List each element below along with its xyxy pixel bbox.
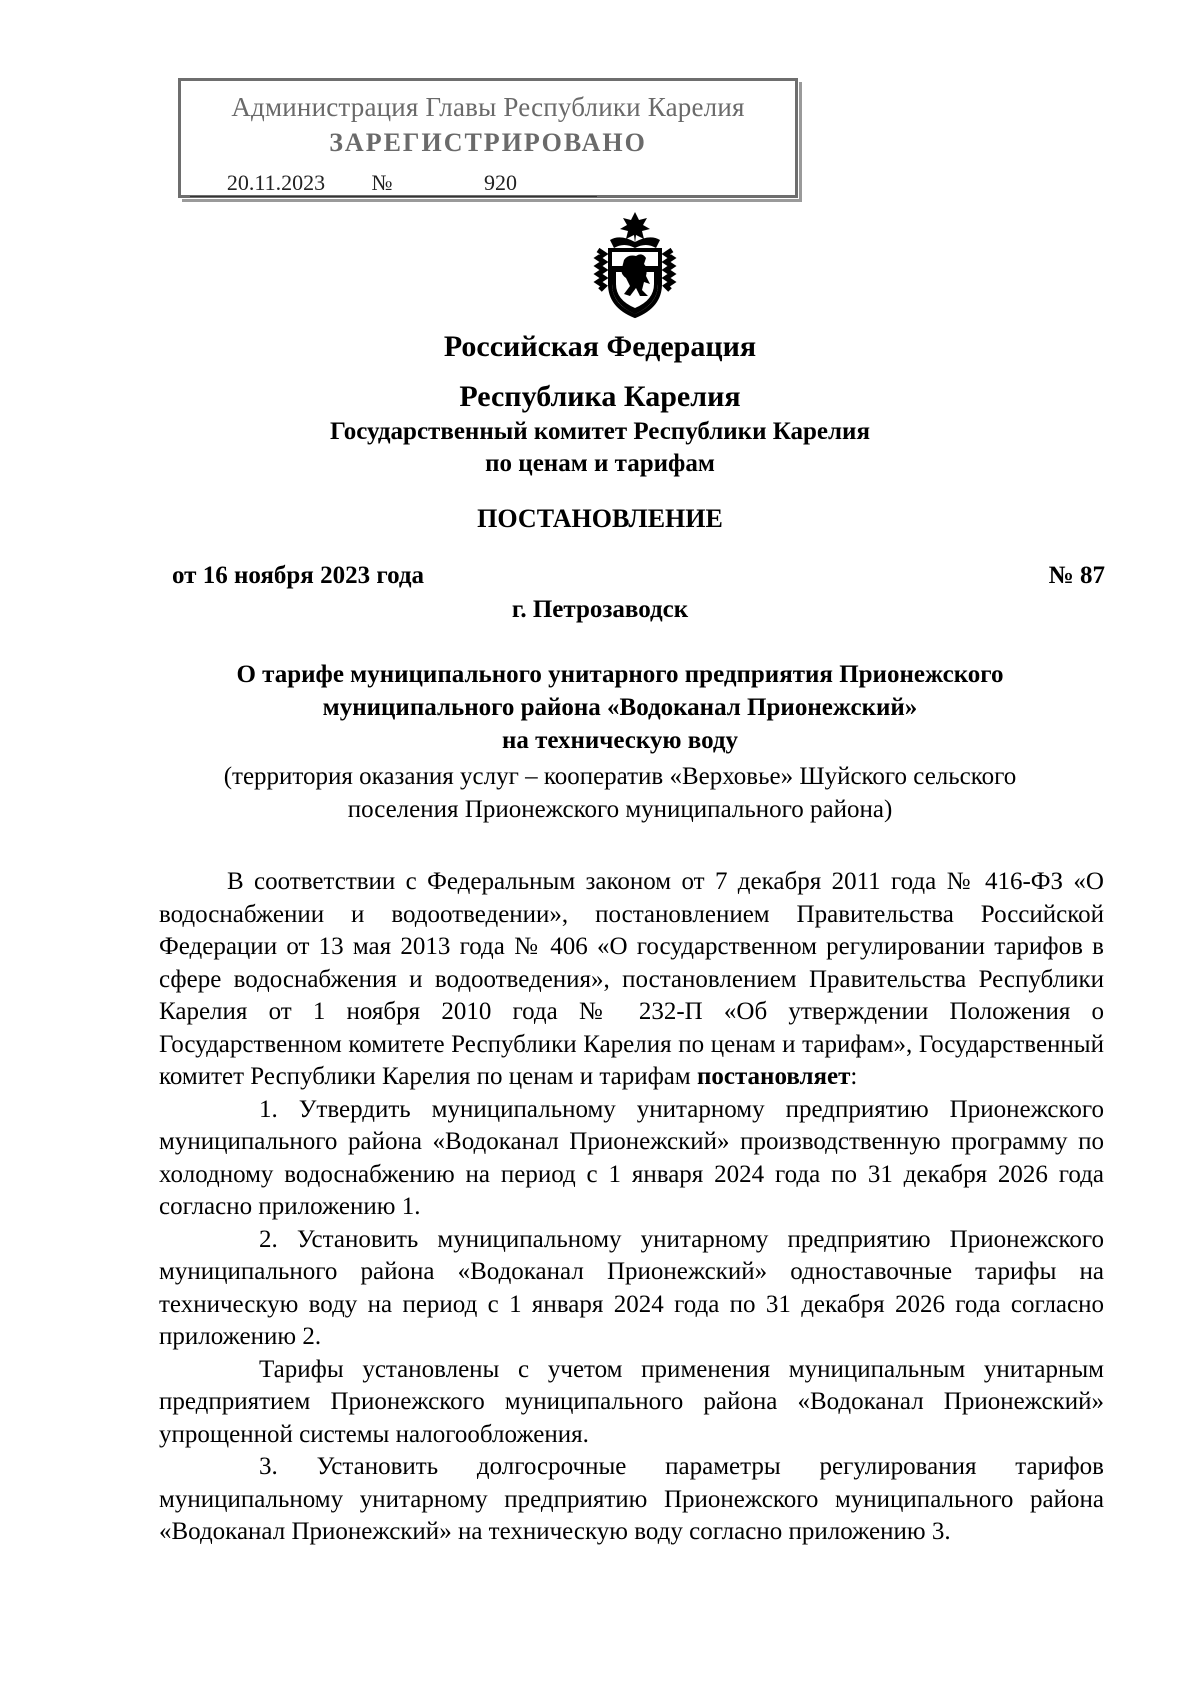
header-federation: Российская Федерация [443,330,757,363]
karelia-coat-of-arms-icon [590,210,680,320]
preamble-text: В соответствии с Федеральным законом от 7 декабря 2011 года № 416-ФЗ «О водоснабжении и водоотведении», постановлением Правительства Российской Федерации от 13 мая 2013 года № 406 «О государственном регулировании тарифов в сфере водоснабжения и водоотведения», постановлением Правительства Республики Карелия от 1 ноября 2010 года № 232-П «Об утверждении Положения о Государственном комитете Республики Карелия по ценам и тарифам», Государственный комитет Республики Карелия по ценам и тарифам [159,868,1104,1090]
decree-number: № 87 [1048,562,1105,589]
header-republic: Республика Карелия [459,380,741,413]
resolves-word: постановляет [696,1063,851,1090]
header-committee-line2: по ценам и тарифам [485,450,715,477]
item-2: 2. Установить муниципальному унитарному предприятию Прионежского муниципального района «Водоканал Прионежский» одноставочные тарифы на техническую воду на период с 1 января 2024 года по 31 декабря 2026 года согласно приложению 2. [159,1225,1104,1350]
territory-line: (территория оказания услуг – кооператив «Верховье» Шуйского сельского [223,763,1017,790]
preamble-paragraph [159,866,1104,1094]
decree-date: от 16 ноября 2023 года [172,562,424,589]
subject-line: муниципального района «Водоканал Прионежский» [322,694,918,721]
item-1: 1. Утвердить муниципальному унитарному предприятию Прионежского муниципального района «Водоканал Прионежский» производственную программу по холодному водоснабжению на период с 1 января 2024 года по 31 декабря 2026 года согласно приложению 1. [159,1095,1104,1220]
decree-city: г. Петрозаводск [511,596,689,623]
document-type: ПОСТАНОВЛЕНИЕ [477,504,723,533]
stamp-number: 920 [402,170,597,197]
decree-body [159,866,1104,1549]
item-3: 3. Установить долгосрочные параметры регулирования тарифов муниципальному унитарному предприятию Прионежского муниципального района «Водоканал Прионежский» на техническую воду согласно приложению 3. [159,1453,1104,1545]
resolves-colon: : [850,1063,858,1090]
service-territory [150,760,1090,826]
subject-line: О тарифе муниципального унитарного предприятия Прионежского [236,661,1004,688]
header-committee: Государственный комитет Республики Карелия [330,418,870,445]
stamp-number-label: № [362,170,402,197]
territory-line: поселения Прионежского муниципального района) [347,796,893,823]
stamp-administration: Администрация Главы Республики Карелия [231,92,745,122]
stamp-date: 20.11.2023 [190,170,362,197]
stamp-registered: ЗАРЕГИСТРИРОВАНО [329,128,647,157]
decree-subject [150,658,1090,757]
tariff-note: Тарифы установлены с учетом применения муниципальным унитарным предприятием Прионежского муниципального района «Водоканал Прионежский» упрощенной системы налогообложения. [159,1355,1104,1448]
subject-line: на техническую воду [501,727,739,754]
